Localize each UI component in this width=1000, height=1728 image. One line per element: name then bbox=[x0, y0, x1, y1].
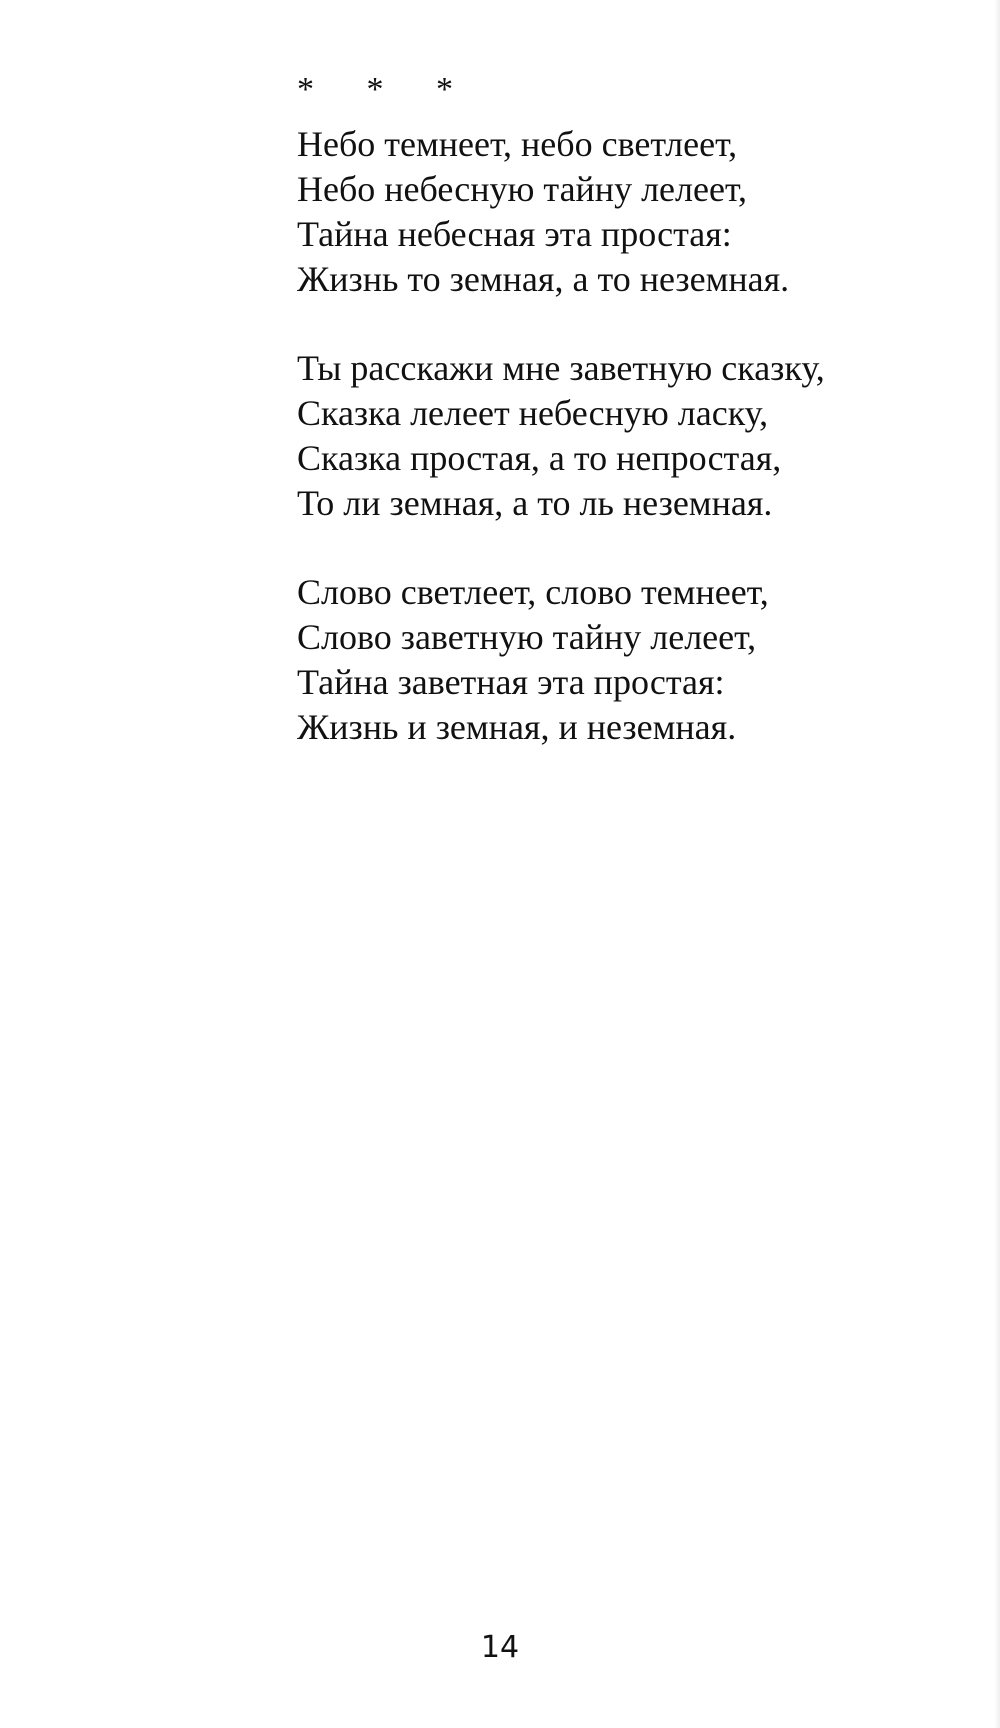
poem-line: Сказка лелеет небесную ласку, bbox=[297, 393, 769, 433]
poem-line: Слово заветную тайну лелеет, bbox=[297, 617, 757, 657]
poem-separator: * * * bbox=[297, 71, 475, 108]
poem-line: Жизнь то земная, а то неземная. bbox=[297, 259, 790, 299]
stanza-3 bbox=[297, 570, 937, 750]
poem-line: Слово светлеет, слово темнеет, bbox=[297, 572, 769, 612]
poem bbox=[297, 60, 937, 794]
poem-line: Небо небесную тайну лелеет, bbox=[297, 169, 747, 209]
poem-line: Небо темнеет, небо светлеет, bbox=[297, 124, 738, 164]
poem-line: Жизнь и земная, и неземная. bbox=[297, 707, 737, 747]
poem-line: Ты расскажи мне заветную сказку, bbox=[297, 348, 825, 388]
page-number: 14 bbox=[480, 1630, 520, 1665]
poem-line: Тайна небесная эта простая: bbox=[297, 214, 732, 254]
stanza-2 bbox=[297, 346, 937, 526]
poem-line: Сказка простая, а то непростая, bbox=[297, 438, 782, 478]
page-edge-shadow bbox=[994, 0, 1000, 1728]
stanza-1 bbox=[297, 122, 937, 302]
poem-line: То ли земная, а то ль неземная. bbox=[297, 483, 773, 523]
poem-line: Тайна заветная эта простая: bbox=[297, 662, 725, 702]
